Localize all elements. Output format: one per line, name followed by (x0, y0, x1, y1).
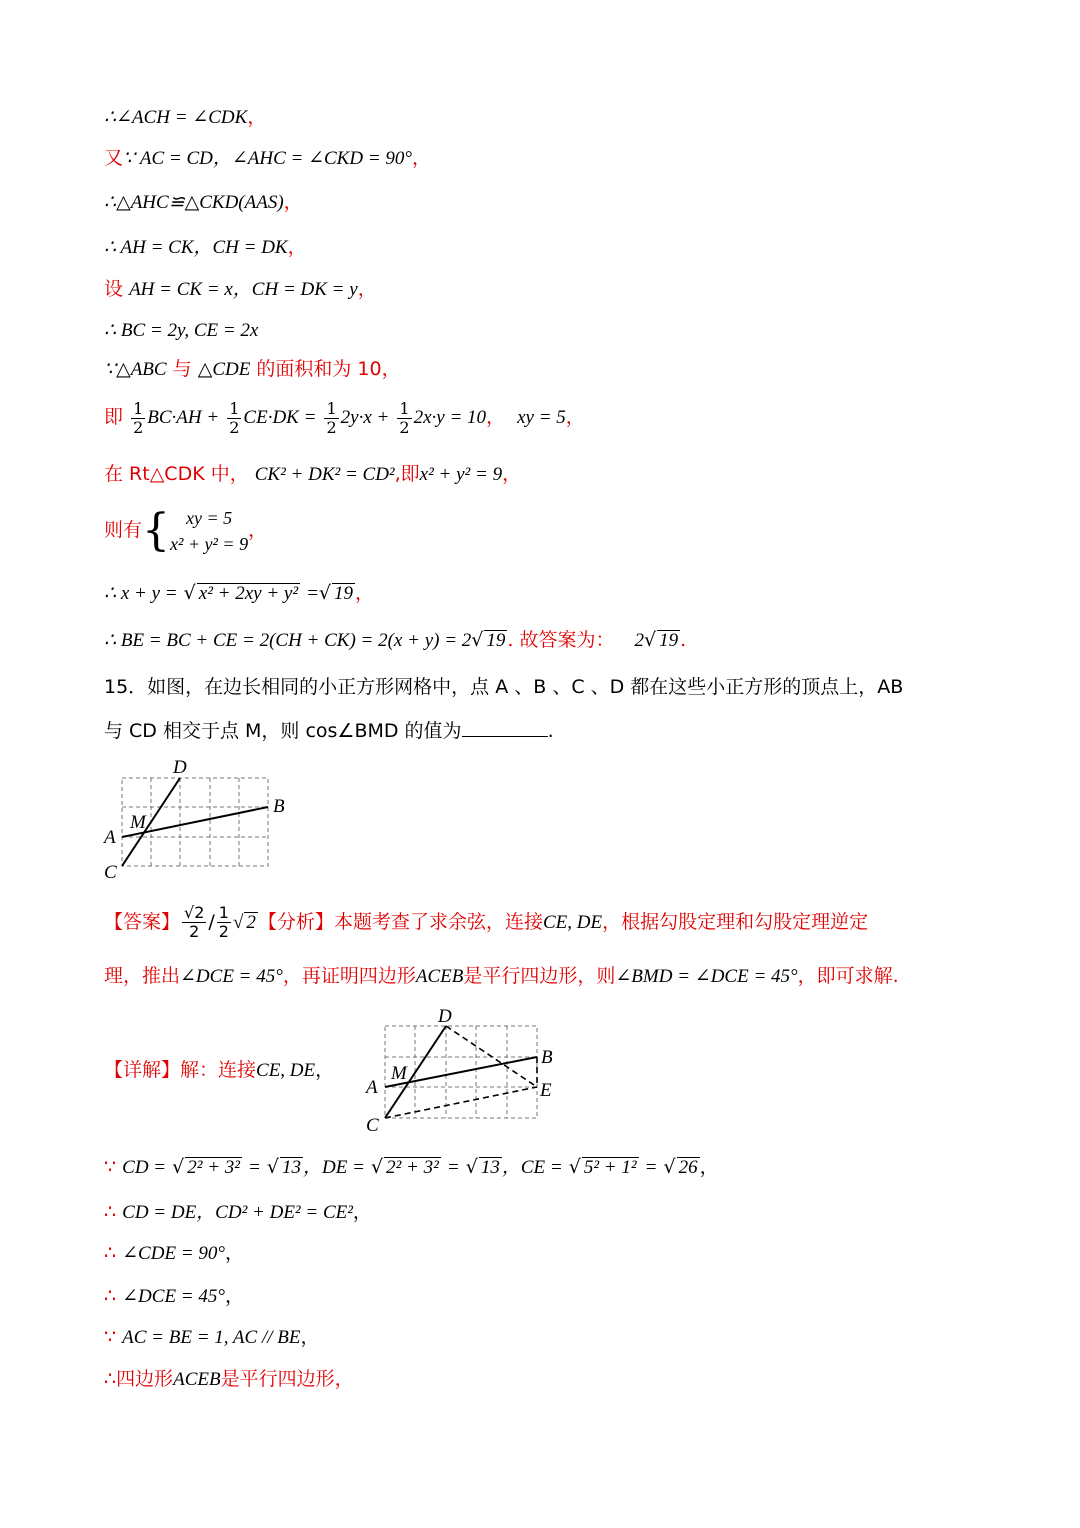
math-expr: ∴△AHC≌△CKD(AAS) (104, 192, 284, 213)
grid-figure-2 (360, 1006, 570, 1138)
line-angle-equal (104, 106, 266, 130)
step-right-angle: ∴ ∠CDE = 90°， (104, 1242, 244, 1264)
punct: ， (287, 236, 307, 258)
radicand: 19 (486, 630, 506, 651)
problem-15-line2: 与 CD 相交于点 M，则 cos∠BMD 的值为 . (104, 720, 554, 742)
label-m: M (391, 1063, 407, 1084)
therefore-symbol: ∴ (104, 1242, 117, 1264)
line-be-result: ∴ BE = BC + CE = 2(CH + CK) = 2(x + y) = 2√ 19 . 故答案为： 2√ 19 . (104, 629, 687, 651)
fraction-half: $\frac{1}{2}$ (326, 399, 337, 437)
answer-label: 故答案为： (519, 629, 615, 651)
fraction-half: $\frac{1}{2}$ (399, 399, 410, 437)
text-prefix: 即 (104, 406, 124, 429)
because-symbol: ∵ (104, 1326, 117, 1348)
text: 与 (172, 358, 192, 380)
line-area-equation (104, 400, 585, 436)
text-prefix: 则有 (104, 519, 143, 542)
text: 的面积和为 10， (256, 358, 401, 380)
punct: ， (565, 406, 585, 429)
math-expr: ∵ AC = CD，∠AHC = ∠CKD = 90° (123, 148, 412, 169)
line-system (104, 505, 267, 557)
step-isosceles: ∴ CD = DE，CD² + DE² = CE²， (104, 1201, 372, 1223)
punct: ， (283, 191, 303, 213)
punct: ， (412, 147, 432, 169)
punct: ， (247, 106, 267, 128)
fraction-half: $\frac{1}{2}$ (133, 399, 144, 437)
punct: ， (357, 278, 377, 300)
line-given (104, 147, 431, 171)
text-prefix: 设 (104, 278, 124, 300)
math-expr: △CDE (197, 359, 251, 380)
punct: . (680, 629, 687, 651)
segment-ce (385, 1087, 537, 1118)
label-d: D (438, 1006, 452, 1027)
label-b: B (273, 796, 285, 817)
analysis-line-2: 理，推出∠DCE = 45°，再证明四边形ACEB是平行四边形，则∠BMD = ∠DCE = 45°，即可求解. (104, 965, 899, 987)
math-expr: ∴∠ACH = ∠CDK (104, 107, 248, 128)
punct: ， (248, 519, 268, 542)
line-congruent (104, 191, 303, 215)
label-a: A (104, 827, 116, 848)
label-m: M (130, 812, 146, 833)
math-expr: BC·AH + (147, 407, 220, 429)
punct: ， (355, 582, 375, 604)
answer-fraction: $\frac{√2}{2}$ (184, 903, 205, 941)
answer-tag: 【答案】 (104, 911, 181, 933)
problem-15-line1: 15．如图，在边长相同的小正方形网格中，点 A 、B 、C 、D 都在这些小正方形的顶点上，AB (104, 676, 904, 698)
fraction-half: $\frac{1}{2}$ (229, 399, 240, 437)
label-c: C (366, 1115, 379, 1136)
step-lengths: ∵ CD = √ 2² + 3² = √ 13 ，DE = √ 2² + 3² = √ 13 ，CE = √ 5² + 1² = √ 26 ， (104, 1156, 719, 1178)
analysis-tag: 【分析】 (257, 911, 334, 933)
punct: . (507, 629, 514, 651)
therefore-symbol: ∴ (104, 1201, 117, 1223)
line-let (104, 278, 377, 302)
math-expr: ∴ x + y = (104, 583, 178, 604)
line-sum-root: ∴ x + y = √ x² + 2xy + y² =√ 19 ， (104, 582, 375, 604)
grid-figure-1 (98, 754, 298, 884)
label-b: B (541, 1047, 553, 1068)
label-a: A (366, 1077, 378, 1098)
math-expr: 2x·y = 10 (413, 407, 487, 429)
punct: ， (502, 463, 522, 485)
text: ,即 (394, 463, 420, 485)
label-e: E (540, 1080, 552, 1101)
answer-blank (462, 718, 548, 737)
text-prefix: 在 Rt△CDK 中， (104, 463, 249, 485)
detail-tag: 【详解】 (104, 1059, 181, 1081)
math-expr: 2y·x + (340, 407, 390, 429)
equation-system: xy = 5 x² + y² = 9 (170, 508, 249, 555)
text-prefix: 又 (104, 147, 124, 169)
line-bc-ce (104, 319, 258, 343)
step-parallelogram: ∴四边形ACEB是平行四边形， (104, 1368, 354, 1390)
math-expr: CE·DK = (243, 407, 317, 429)
label-d: D (173, 757, 187, 778)
answer-fraction-2: $\frac{1}{2}$ (218, 903, 229, 941)
therefore-symbol: ∴ (104, 1285, 117, 1307)
answer-line: 【答案】 $\frac{√2}{2}$ / $\frac{1}{2}$ √ 2 【分析】本题考查了求余弦，连接CE, DE，根据勾股定理和勾股定理逆定 (104, 903, 869, 941)
segment-de (446, 1026, 537, 1087)
math-expr: ∴ BC = 2y, CE = 2x (104, 320, 259, 341)
math-expr: x² + y² = 9 (419, 464, 503, 485)
line-equal-sides (104, 236, 307, 260)
punct: ， (486, 406, 506, 429)
math-expr: = (306, 583, 319, 604)
therefore-symbol: ∴ (104, 1368, 117, 1390)
math-expr: ∴ BE = BC + CE = 2(CH + CK) = 2(x + y) = 2 (104, 630, 472, 651)
math-expr: xy = 5 (517, 407, 566, 429)
math-expr: CK² + DK² = CD² (254, 464, 395, 485)
because-symbol: ∵ (104, 1156, 117, 1178)
step-45: ∴ ∠DCE = 45°， (104, 1285, 244, 1307)
math-expr: AH = CK = x，CH = DK = y (129, 279, 358, 300)
radicand: x² + 2xy + y² (198, 583, 299, 604)
answer-value: 2 (634, 630, 645, 651)
detail-line: 【详解】解：连接CE, DE， (104, 1059, 335, 1081)
radicand: 19 (659, 630, 679, 651)
brace: { (142, 505, 171, 557)
label-c: C (104, 862, 117, 883)
line-pythagoras (104, 463, 521, 487)
radicand: 19 (334, 583, 354, 604)
line-area-sum (104, 358, 401, 382)
math-expr: ∴ AH = CK，CH = DK (104, 237, 288, 258)
math-expr: ∵△ABC (104, 359, 167, 380)
step-parallel: ∵ AC = BE = 1, AC // BE， (104, 1326, 320, 1348)
